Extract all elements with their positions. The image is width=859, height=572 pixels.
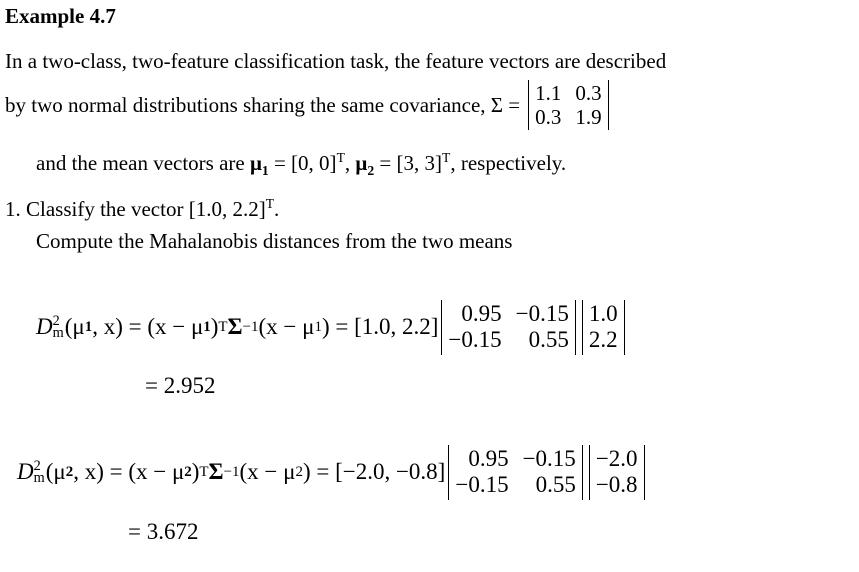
eq2-inv-r1c1: 0.95 bbox=[468, 446, 509, 471]
eq2-after-inv: (x − μ bbox=[239, 459, 296, 485]
eq1-column-vector bbox=[582, 300, 625, 355]
eq2-row-vec: ) = [−2.0, −0.8] bbox=[302, 459, 446, 485]
eq2-inv: −1 bbox=[223, 463, 240, 480]
eq1-col-1: 1.0 bbox=[588, 301, 618, 326]
means-prefix: and the mean vectors are bbox=[36, 151, 245, 175]
eq2-inverse-matrix bbox=[448, 445, 582, 500]
eq1-inv-r2c2: 0.55 bbox=[528, 327, 569, 353]
equation-1: D 2 m (μ 1 , x) = (x − μ 1 ) T Σ −1 (x − μ 1 ) = [1.0, 2.2] 0.95 −0.15 −0.15 0.55 1.0 2.2 bbox=[36, 300, 628, 355]
eq2-D-scripts bbox=[33, 457, 45, 487]
intro-line-1: In a two-class, two-feature classification task, the feature vectors are described bbox=[5, 49, 667, 73]
eq1-inv-r2c1: −0.15 bbox=[448, 327, 502, 353]
eq2-col-1: −2.0 bbox=[595, 446, 638, 471]
item-1-end: . bbox=[274, 197, 280, 221]
eq2-column-vector bbox=[589, 445, 645, 500]
item-1 bbox=[5, 196, 279, 222]
eq2-inv-r1c2: −0.15 bbox=[522, 446, 576, 471]
eq1-inverse-matrix bbox=[441, 300, 575, 355]
covariance-matrix bbox=[528, 80, 609, 130]
eq2-D-sup: 2 bbox=[33, 457, 41, 474]
cov-r1c1: 1.1 bbox=[535, 81, 562, 105]
mu1-transpose: T bbox=[336, 150, 345, 165]
eq1-D: D bbox=[36, 314, 53, 340]
item-1-transpose: T bbox=[265, 196, 275, 211]
eq1-mu-sub: 1 bbox=[84, 318, 93, 335]
eq2-inv-r2c2: 0.55 bbox=[535, 472, 576, 498]
cov-r1c2: 0.3 bbox=[575, 81, 602, 105]
eq1-inv-r1c1: 0.95 bbox=[461, 301, 502, 326]
cov-r2c2: 1.9 bbox=[575, 105, 602, 130]
eq1-col-2: 2.2 bbox=[588, 327, 618, 353]
eq1-after-sub: 1 bbox=[314, 318, 322, 335]
eq1-inv: −1 bbox=[242, 318, 259, 335]
mu1-sub: 1 bbox=[261, 163, 269, 179]
mu2-sub: 2 bbox=[367, 163, 375, 179]
eq2-D: D bbox=[17, 459, 34, 485]
intro-line-2 bbox=[5, 80, 612, 130]
mu2-value: = [3, 3] bbox=[379, 151, 442, 175]
mu2-label: μ bbox=[355, 151, 368, 175]
eq1-D-sup: 2 bbox=[52, 312, 60, 329]
eq1-close: ) bbox=[210, 314, 219, 340]
item-1-number: 1. bbox=[5, 197, 21, 221]
mu1-value: = [0, 0] bbox=[273, 151, 337, 175]
eq2-inv-r2c1: −0.15 bbox=[455, 472, 509, 498]
eq2-mid-sub: 2 bbox=[184, 463, 192, 480]
eq2-D-sub: m bbox=[33, 470, 45, 487]
eq1-D-sub: m bbox=[52, 325, 64, 342]
example-heading: Example 4.7 bbox=[5, 4, 116, 28]
eq2-args: (μ bbox=[45, 459, 66, 485]
eq2-sigma: Σ bbox=[208, 459, 224, 485]
eq1-D-scripts bbox=[52, 312, 64, 342]
eq1-mid-sub: 1 bbox=[203, 318, 211, 335]
eq1-tail: , x) = (x − μ bbox=[92, 314, 204, 340]
eq2-close: ) bbox=[191, 459, 200, 485]
eq1-after-inv: (x − μ bbox=[258, 314, 315, 340]
means-line bbox=[36, 150, 566, 179]
compute-line: Compute the Mahalanobis distances from the two means bbox=[36, 229, 513, 253]
means-suffix: , respectively. bbox=[450, 151, 567, 175]
eq1-sigma: Σ bbox=[227, 314, 243, 340]
cov-r2c1: 0.3 bbox=[535, 105, 562, 130]
intro-line-2-text: by two normal distributions sharing the same covariance, Σ = bbox=[5, 92, 521, 117]
mu1-label: μ bbox=[249, 151, 262, 175]
eq1-result: = 2.952 bbox=[145, 373, 216, 398]
eq1-row-vec: ) = [1.0, 2.2] bbox=[321, 314, 439, 340]
eq2-tail: , x) = (x − μ bbox=[73, 459, 185, 485]
eq2-col-2: −0.8 bbox=[595, 472, 638, 498]
eq1-args: (μ bbox=[64, 314, 85, 340]
means-sep: , bbox=[344, 151, 351, 175]
equation-2: D 2 m (μ 2 , x) = (x − μ 2 ) T Σ −1 (x − μ 2 ) = [−2.0, −0.8] 0.95 −0.15 −0.15 0.55 −2.0 −0.8 bbox=[17, 445, 648, 500]
eq2-after-sub: 2 bbox=[295, 463, 303, 480]
item-1-text: Classify the vector [1.0, 2.2] bbox=[26, 197, 266, 221]
eq1-inv-r1c2: −0.15 bbox=[515, 301, 569, 326]
eq2-result: = 3.672 bbox=[128, 519, 199, 544]
mu2-transpose: T bbox=[441, 150, 451, 165]
eq2-mu-sub: 2 bbox=[65, 463, 74, 480]
